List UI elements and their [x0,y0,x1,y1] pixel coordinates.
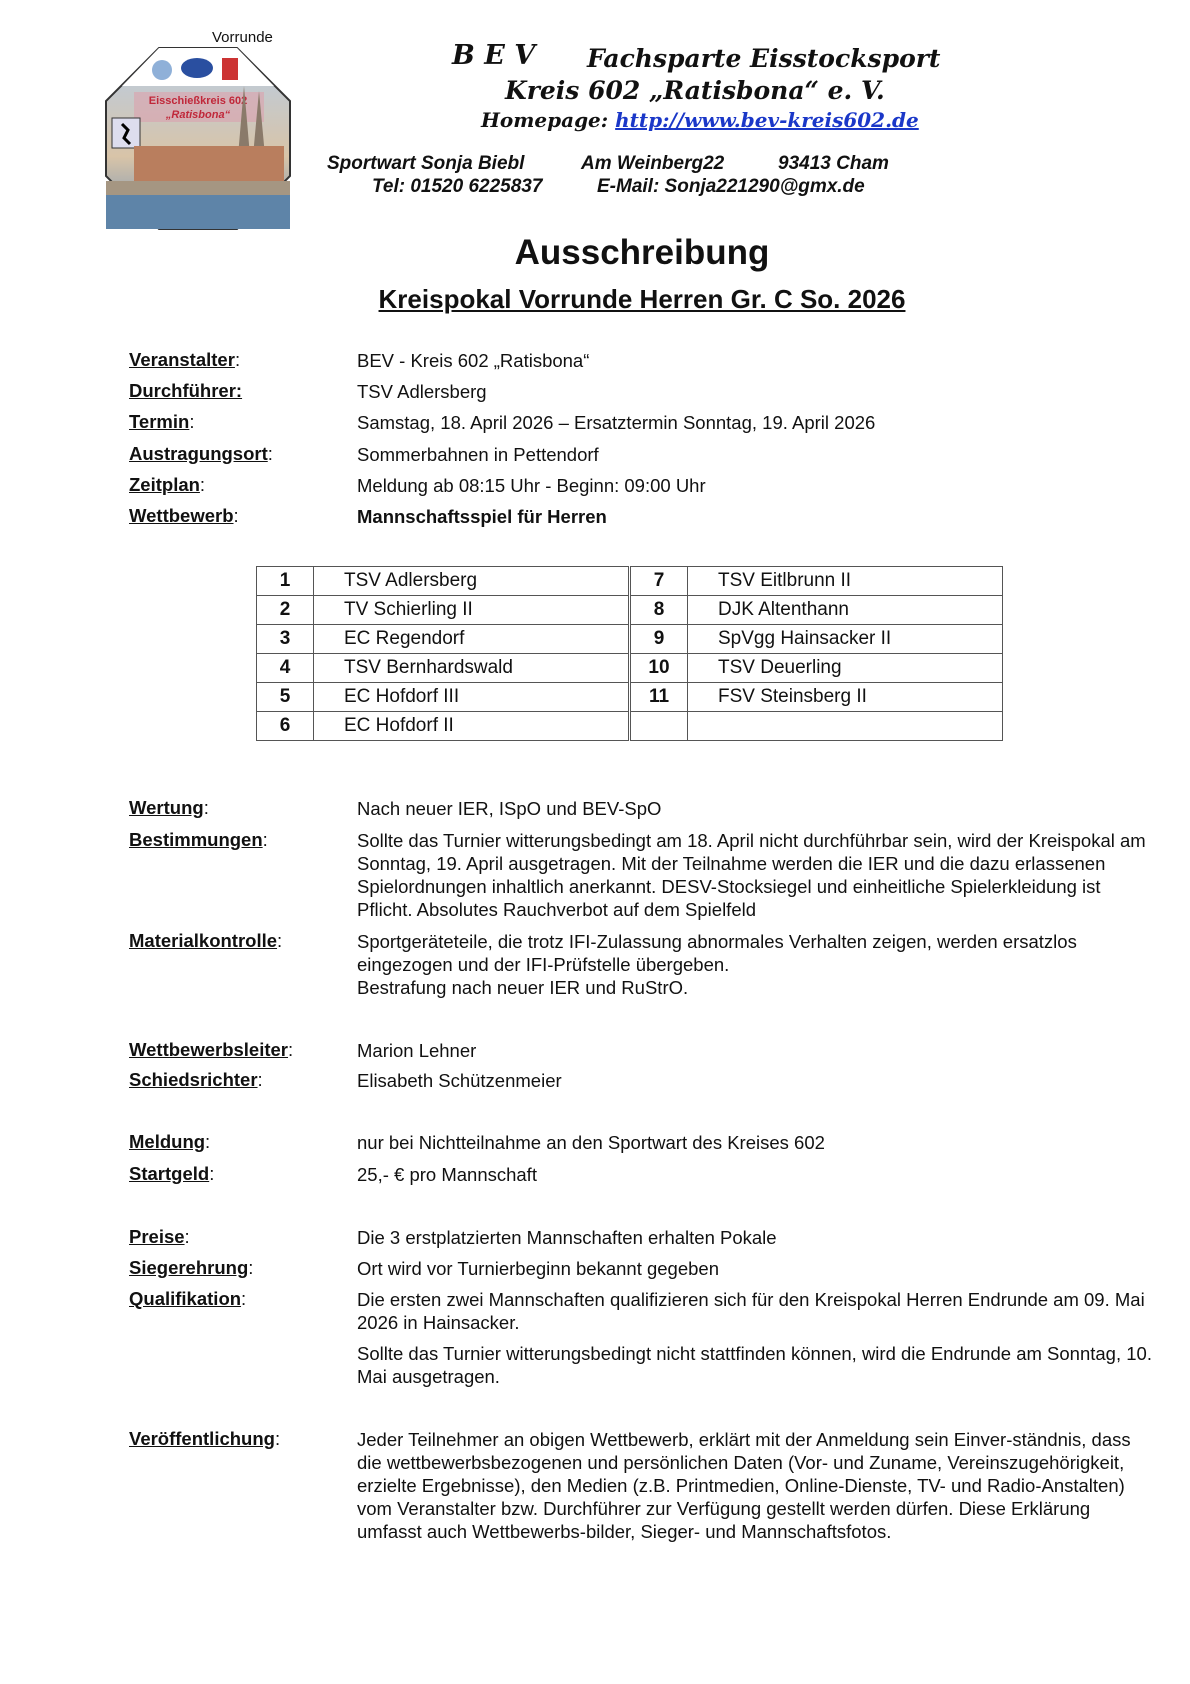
table-row: 5 EC Hofdorf III 11 FSV Steinsberg II [257,683,1003,712]
contact-city: 93413 Cham [778,153,889,174]
table-row: 3 EC Regendorf 9 SpVgg Hainsacker II [257,625,1003,654]
field-label-veranstalter: Veranstalter: [129,349,241,370]
field-value-wettbewerb: Mannschaftsspiel für Herren [357,506,607,527]
value-preise: Die 3 erstplatzierten Mannschaften erhalten Pokale [357,1227,777,1248]
page-subtitle: Kreispokal Vorrunde Herren Gr. C So. 2026 [378,284,906,314]
value-startgeld: 25,- € pro Mannschaft [357,1164,537,1185]
label-siegerehrung: Siegerehrung: [129,1257,254,1278]
page-title: Ausschreibung [514,233,770,272]
teams-table [256,566,1003,741]
label-startgeld: Startgeld: [129,1163,215,1184]
label-schiedsrichter: Schiedsrichter: [129,1069,263,1090]
field-label-wettbewerb: Wettbewerb: [129,505,239,526]
label-materialkontrolle: Materialkontrolle: [129,930,283,951]
homepage-link[interactable]: http://www.bev-kreis602.de [615,108,919,132]
field-label-austragungsort: Austragungsort: [129,443,273,464]
field-label-zeitplan: Zeitplan: [129,474,206,495]
field-label-termin: Termin: [129,411,195,432]
label-wertung: Wertung: [129,797,209,818]
value-meldung: nur bei Nichtteilnahme an den Sportwart des Kreises 602 [357,1132,825,1153]
homepage-label: Homepage: [481,108,609,132]
table-row: 6 EC Hofdorf II [257,712,1003,741]
contact-email: E-Mail: Sonja221290@gmx.de [597,176,865,197]
contact-phone: Tel: 01520 6225837 [372,176,543,197]
field-value-durchfuehrer: TSV Adlersberg [357,381,487,402]
header-fachsparte: Fachsparte Eisstocksport [587,44,941,73]
label-qualifikation: Qualifikation: [129,1288,247,1309]
value-wettbewerbsleiter: Marion Lehner [357,1040,477,1061]
value-materialkontrolle: Sportgeräteteile, die trotz IFI-Zulassung abnormales Verhalten zeigen, werden ersatzlos eingezogen und der IFI-Prüfstelle übergeben. Bestrafung nach neuer IER und RuStrO. [357,931,1077,998]
contact-street: Am Weinberg22 [581,153,725,174]
svg-text:Eisschießkreis 602: Eisschießkreis 602 [148,95,248,107]
table-row: 1 TSV Adlersberg 7 TSV Eitlbrunn II [257,567,1003,596]
club-logo [104,46,292,231]
contact-name: Sportwart Sonja Biebl [327,153,525,174]
header-kreis: Kreis 602 „Ratisbona“ e. V. [505,76,885,105]
value-wertung: Nach neuer IER, ISpO und BEV-SpO [357,798,662,819]
label-preise: Preise: [129,1226,190,1247]
field-value-zeitplan: Meldung ab 08:15 Uhr - Beginn: 09:00 Uhr [357,475,706,496]
header-bev: B E V [452,40,536,71]
label-meldung: Meldung: [129,1131,211,1152]
field-value-termin: Samstag, 18. April 2026 – Ersatztermin Sonntag, 19. April 2026 [357,412,876,433]
label-bestimmungen: Bestimmungen: [129,829,268,850]
value-siegerehrung: Ort wird vor Turnierbeginn bekannt gegeben [357,1258,719,1279]
table-row: 4 TSV Bernhardswald 10 TSV Deuerling [257,654,1003,683]
value-bestimmungen: Sollte das Turnier witterungsbedingt am 18. April nicht durchführbar sein, wird der Kreispokal am Sonntag, 19. April ausgetragen. Mit der Teilnahme werden die IER und die dazu erlassenen Spielordnungen inhaltlich anerkannt. DESV-Stocksiegel und einheitliche Spielerkleidung ist Pflicht. Absolutes Rauchverbot auf dem Spielfeld [357,830,1146,920]
value-qualifikation: Die ersten zwei Mannschaften qualifizieren sich für den Kreispokal Herren Endrunde am 09. Mai 2026 in Hainsacker. Sollte das Turnier witterungsbedingt nicht stattfinden können, wird die Endrunde am Sonntag, 10. Mai ausgetragen. [357,1289,1152,1387]
field-value-austragungsort: Sommerbahnen in Pettendorf [357,444,599,465]
svg-text:„Ratisbona“: „Ratisbona“ [165,109,231,121]
table-row: 2 TV Schierling II 8 DJK Altenthann [257,596,1003,625]
field-value-veranstalter: BEV - Kreis 602 „Ratisbona“ [357,350,590,371]
field-label-durchfuehrer: Durchführer: [129,380,243,401]
label-veroeffentlichung: Veröffentlichung: [129,1428,281,1449]
value-schiedsrichter: Elisabeth Schützenmeier [357,1070,562,1091]
label-wettbewerbsleiter: Wettbewerbsleiter: [129,1039,294,1060]
value-veroeffentlichung: Jeder Teilnehmer an obigen Wettbewerb, erklärt mit der Anmeldung sein Einver-ständnis, dass die wettbewerbsbezogenen und persönlichen Daten (Vor- und Zuname, Vereinszugehörigkeit, erzielte Ergebnisse), den Medien (z.B. Printmedien, Online-Dienste, TV- und Radio-Anstalten) vom Veranstalter bzw. Durchführer zur Verfügung gestellt werden dürfen. Diese Erklärung umfasst auch Wettbewerbs-bilder, Sieger- und Mannschaftsfotos. [357,1429,1131,1542]
homepage-line [481,108,919,132]
logo-corner-label: Vorrunde [212,29,273,46]
